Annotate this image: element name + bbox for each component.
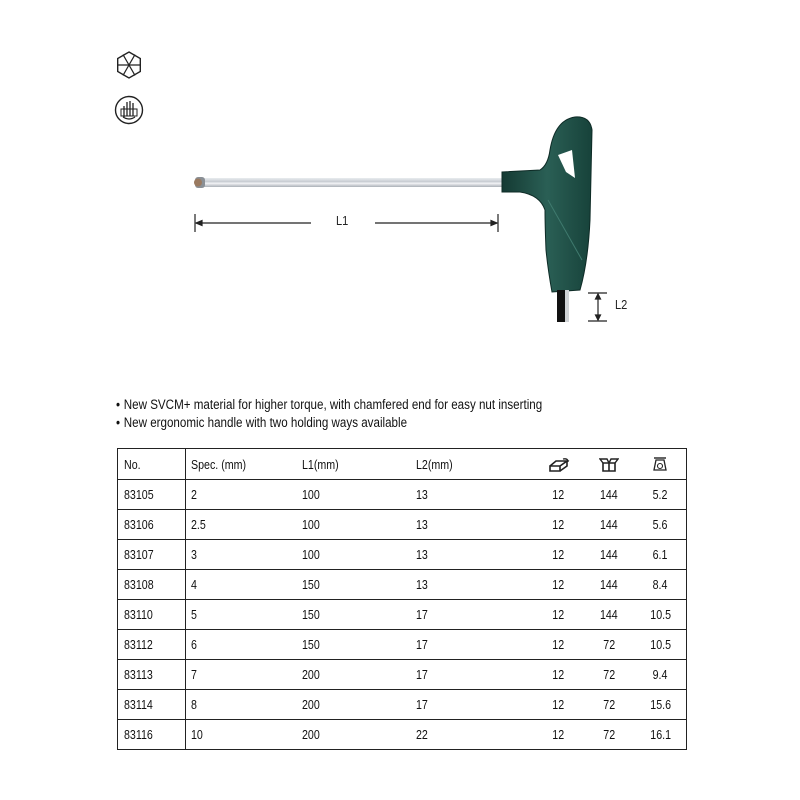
table-row (118, 570, 687, 600)
col-header-l2: L2(mm) (416, 449, 534, 480)
cell-inner-pack: 12 (534, 540, 583, 570)
cell-carton: 72 (583, 690, 634, 720)
cell-weight: 5.6 (635, 510, 687, 540)
cell-spec: 4 (186, 570, 302, 600)
cell-no: 83106 (118, 510, 186, 540)
col-header-no: No. (118, 449, 186, 480)
cell-l1: 150 (302, 570, 415, 600)
cell-inner-pack: 12 (534, 600, 583, 630)
cell-carton: 144 (583, 510, 634, 540)
cell-spec: 2 (186, 480, 302, 510)
cell-inner-pack: 12 (534, 570, 583, 600)
feature-item: • New ergonomic handle with two holding ways available (116, 415, 408, 430)
cell-l2: 13 (416, 540, 534, 570)
t-handle-grip (502, 117, 592, 292)
cell-no: 83108 (118, 570, 186, 600)
cell-no: 83113 (118, 660, 186, 690)
cell-carton: 144 (583, 480, 634, 510)
table-row (118, 480, 687, 510)
col-header-inner-pack (534, 449, 583, 480)
cell-inner-pack: 12 (534, 690, 583, 720)
cell-carton: 144 (583, 540, 634, 570)
table-row (118, 720, 687, 750)
table-row (118, 690, 687, 720)
cell-weight: 10.5 (635, 600, 687, 630)
cell-l1: 150 (302, 630, 415, 660)
cell-spec: 7 (186, 660, 302, 690)
cell-spec: 5 (186, 600, 302, 630)
table-row (118, 660, 687, 690)
cell-l2: 17 (416, 630, 534, 660)
cell-l1: 200 (302, 660, 415, 690)
cell-no: 83110 (118, 600, 186, 630)
cell-inner-pack: 12 (534, 480, 583, 510)
cell-l2: 13 (416, 510, 534, 540)
cell-l2: 17 (416, 690, 534, 720)
l1-label: L1 (336, 213, 349, 228)
cell-carton: 72 (583, 660, 634, 690)
cell-weight: 6.1 (635, 540, 687, 570)
cell-weight: 15.6 (635, 690, 687, 720)
cell-inner-pack: 12 (534, 510, 583, 540)
table-row (118, 600, 687, 630)
spec-table (117, 448, 687, 750)
cell-l1: 100 (302, 510, 415, 540)
table-row (118, 510, 687, 540)
col-header-carton (583, 449, 634, 480)
col-header-weight (635, 449, 687, 480)
cell-l2: 13 (416, 480, 534, 510)
cell-weight: 5.2 (635, 480, 687, 510)
cell-inner-pack: 12 (534, 630, 583, 660)
cell-carton: 72 (583, 720, 634, 750)
cell-l2: 22 (416, 720, 534, 750)
cell-no: 83107 (118, 540, 186, 570)
product-illustration (0, 0, 800, 360)
table-row (118, 630, 687, 660)
cell-l1: 100 (302, 480, 415, 510)
l2-label: L2 (615, 297, 628, 312)
cell-weight: 10.5 (635, 630, 687, 660)
cell-weight: 8.4 (635, 570, 687, 600)
cell-no: 83105 (118, 480, 186, 510)
l2-dimension-line (588, 293, 607, 321)
cell-l1: 100 (302, 540, 415, 570)
cell-l2: 17 (416, 660, 534, 690)
cell-no: 83112 (118, 630, 186, 660)
table-row (118, 540, 687, 570)
cell-spec: 10 (186, 720, 302, 750)
feature-item: • New SVCM+ material for higher torque, with chamfered end for easy nut inserting (116, 397, 543, 412)
weighing-scale-icon (652, 456, 668, 472)
cell-spec: 3 (186, 540, 302, 570)
cell-weight: 16.1 (635, 720, 687, 750)
cell-spec: 6 (186, 630, 302, 660)
cell-inner-pack: 12 (534, 720, 583, 750)
cell-carton: 144 (583, 570, 634, 600)
cell-no: 83116 (118, 720, 186, 750)
cell-l1: 200 (302, 720, 415, 750)
cell-inner-pack: 12 (534, 660, 583, 690)
cell-l1: 150 (302, 600, 415, 630)
cell-no: 83114 (118, 690, 186, 720)
cell-spec: 8 (186, 690, 302, 720)
feature-list (116, 396, 542, 432)
cell-weight: 9.4 (635, 660, 687, 690)
cell-l1: 200 (302, 690, 415, 720)
col-header-spec: Spec. (mm) (186, 449, 302, 480)
table-header-row (118, 449, 687, 480)
cell-carton: 144 (583, 600, 634, 630)
carton-box-icon (599, 457, 619, 472)
cell-carton: 72 (583, 630, 634, 660)
cell-spec: 2.5 (186, 510, 302, 540)
hex-shaft (194, 177, 502, 188)
col-header-l1: L1(mm) (302, 449, 415, 480)
inner-box-icon (548, 458, 570, 472)
cell-l2: 13 (416, 570, 534, 600)
cell-l2: 17 (416, 600, 534, 630)
